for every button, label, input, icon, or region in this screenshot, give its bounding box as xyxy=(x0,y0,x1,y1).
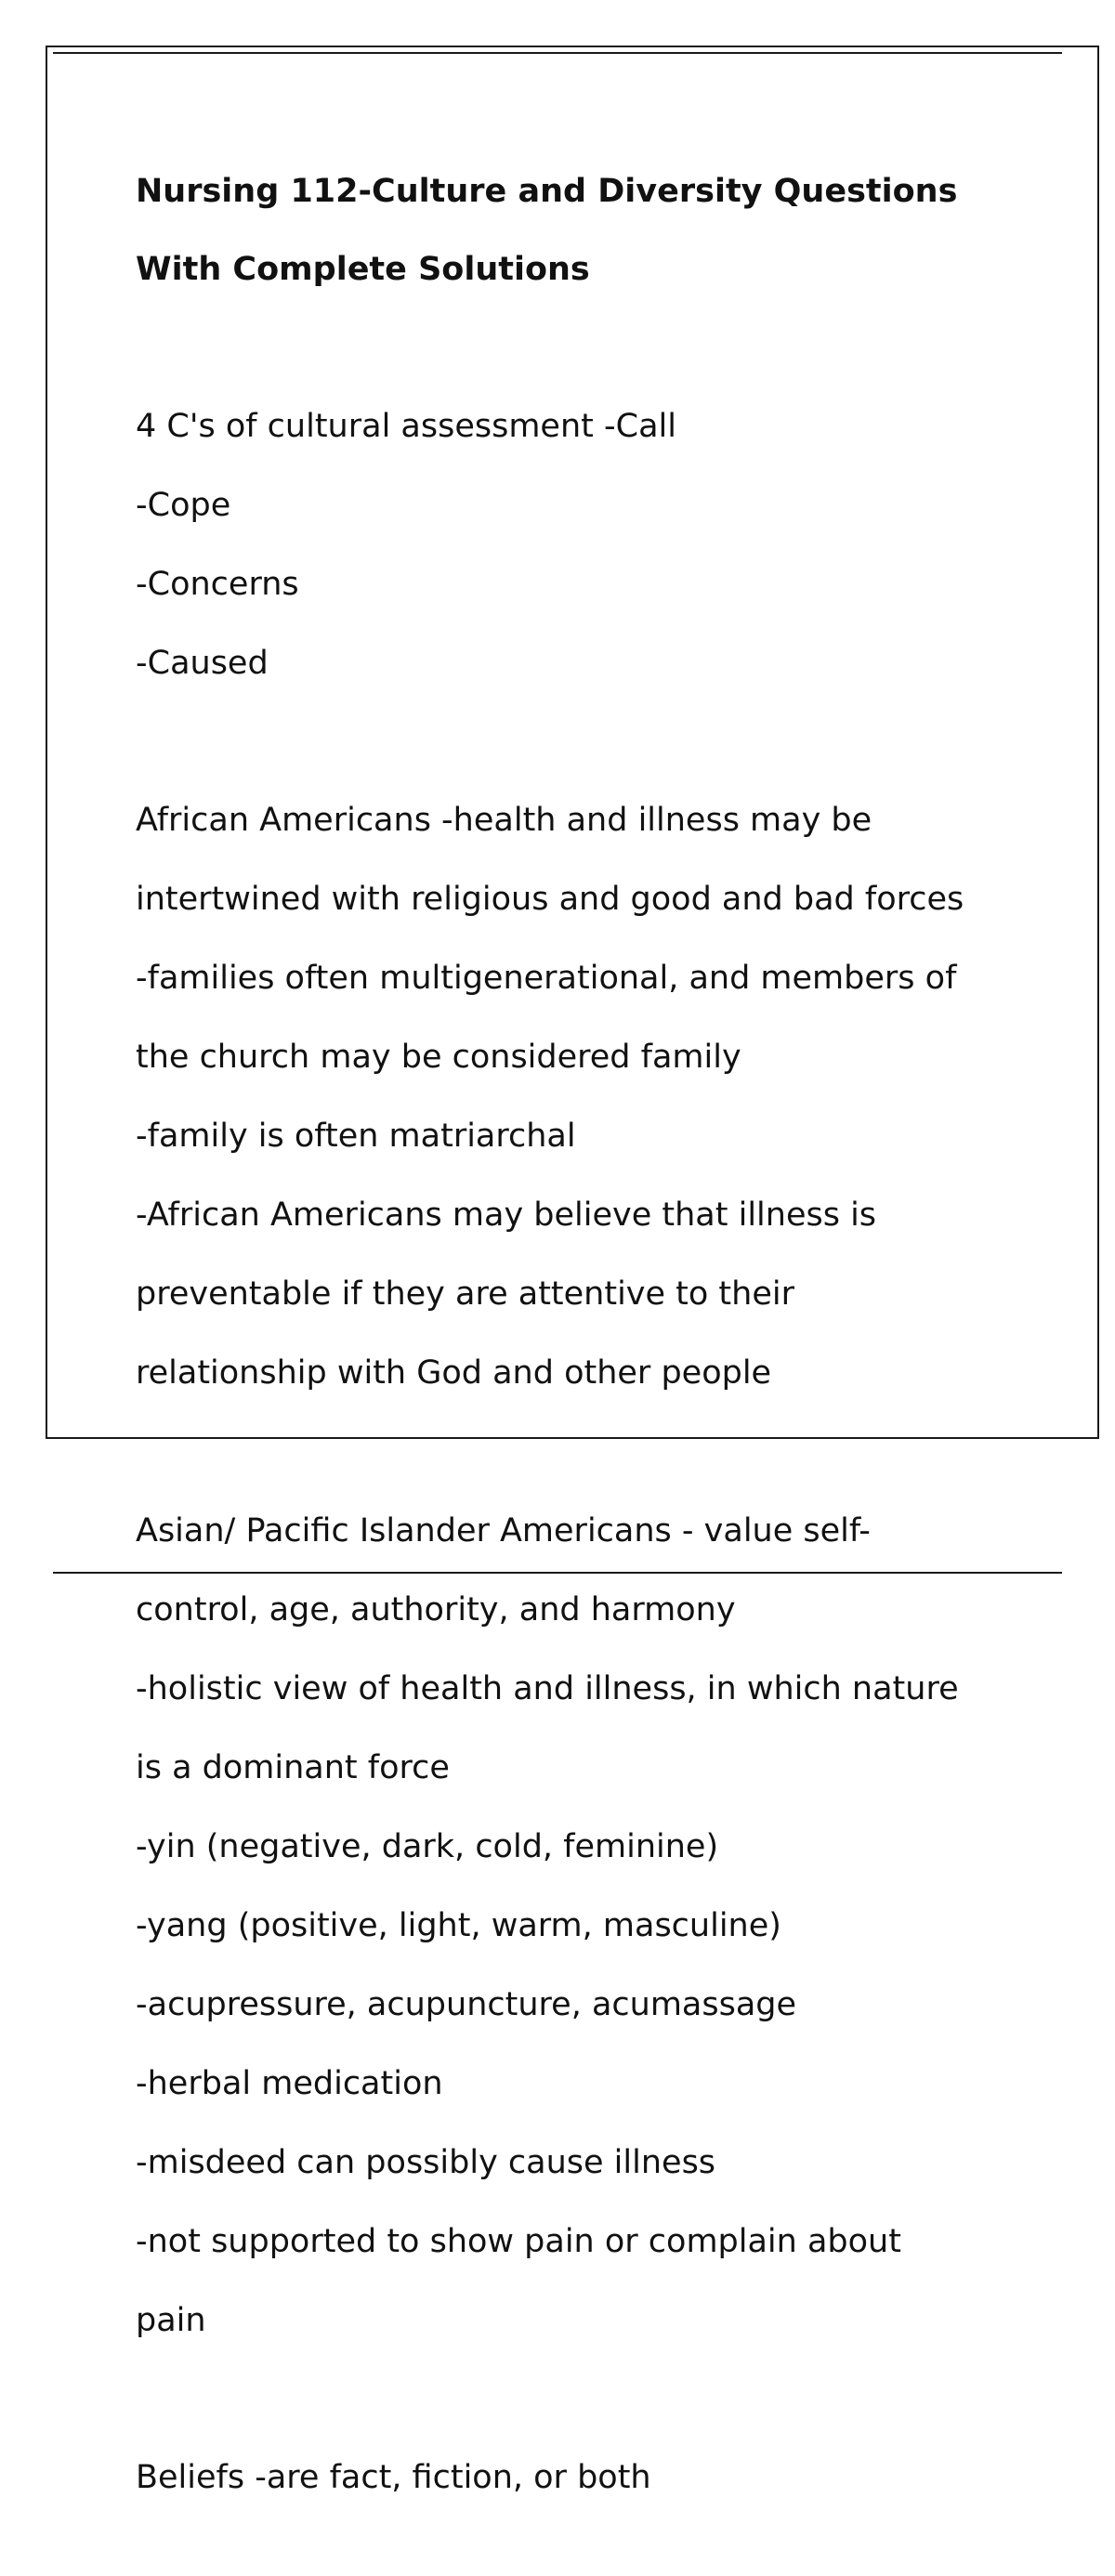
entry-line: Beliefs -are fact, fiction, or both xyxy=(136,2459,651,2496)
entry-line: -herbal medication xyxy=(136,2064,443,2102)
entry-line: pain xyxy=(136,2301,206,2339)
entry-line: -holistic view of health and illness, in which nature xyxy=(136,1669,959,1707)
entry-line: -Concerns xyxy=(136,565,299,603)
entry-four-cs xyxy=(136,367,1028,723)
entry-line: control, age, authority, and harmony xyxy=(136,1590,736,1628)
entry-line: -yin (negative, dark, cold, feminine) xyxy=(136,1827,719,1865)
entry-line: -African Americans may believe that illness is xyxy=(136,1196,877,1234)
entry-line: 4 C's of cultural assessment -Call xyxy=(136,407,676,445)
entry-line: African Americans -health and illness may be xyxy=(136,802,872,839)
entry-asian-pacific-islander xyxy=(136,1471,1028,2380)
entry-line: -not supported to show pain or complain about xyxy=(136,2222,901,2260)
entry-line: -Cope xyxy=(136,486,231,524)
document-body xyxy=(136,133,1028,2576)
entry-line: -acupressure, acupuncture, acumassage xyxy=(136,1985,797,2023)
entry-line: preventable if they are attentive to their xyxy=(136,1275,794,1313)
entry-line: -misdeed can possibly cause illness xyxy=(136,2143,716,2181)
entry-line: is a dominant force xyxy=(136,1748,450,1786)
entry-line: the church may be considered family xyxy=(136,1039,741,1076)
entry-line: -yang (positive, light, warm, masculine) xyxy=(136,1906,781,1944)
title-line: Nursing 112-Culture and Diversity Questions xyxy=(136,173,958,210)
entry-line: relationship with God and other people xyxy=(136,1354,772,1392)
entry-line: intertwined with religious and good and bad forces xyxy=(136,881,964,918)
entry-line: Asian/ Pacific Islander Americans - value self- xyxy=(136,1511,871,1550)
entry-african-americans xyxy=(136,762,1028,1433)
title-line: With Complete Solutions xyxy=(136,251,590,288)
entry-line: -family is often matriarchal xyxy=(136,1118,576,1155)
entry-beliefs xyxy=(136,2419,1028,2538)
top-rule xyxy=(53,52,1062,54)
document-title xyxy=(136,133,1028,328)
entry-line: -Caused xyxy=(136,644,269,682)
entry-line: -families often multigenerational, and members of xyxy=(136,960,957,997)
